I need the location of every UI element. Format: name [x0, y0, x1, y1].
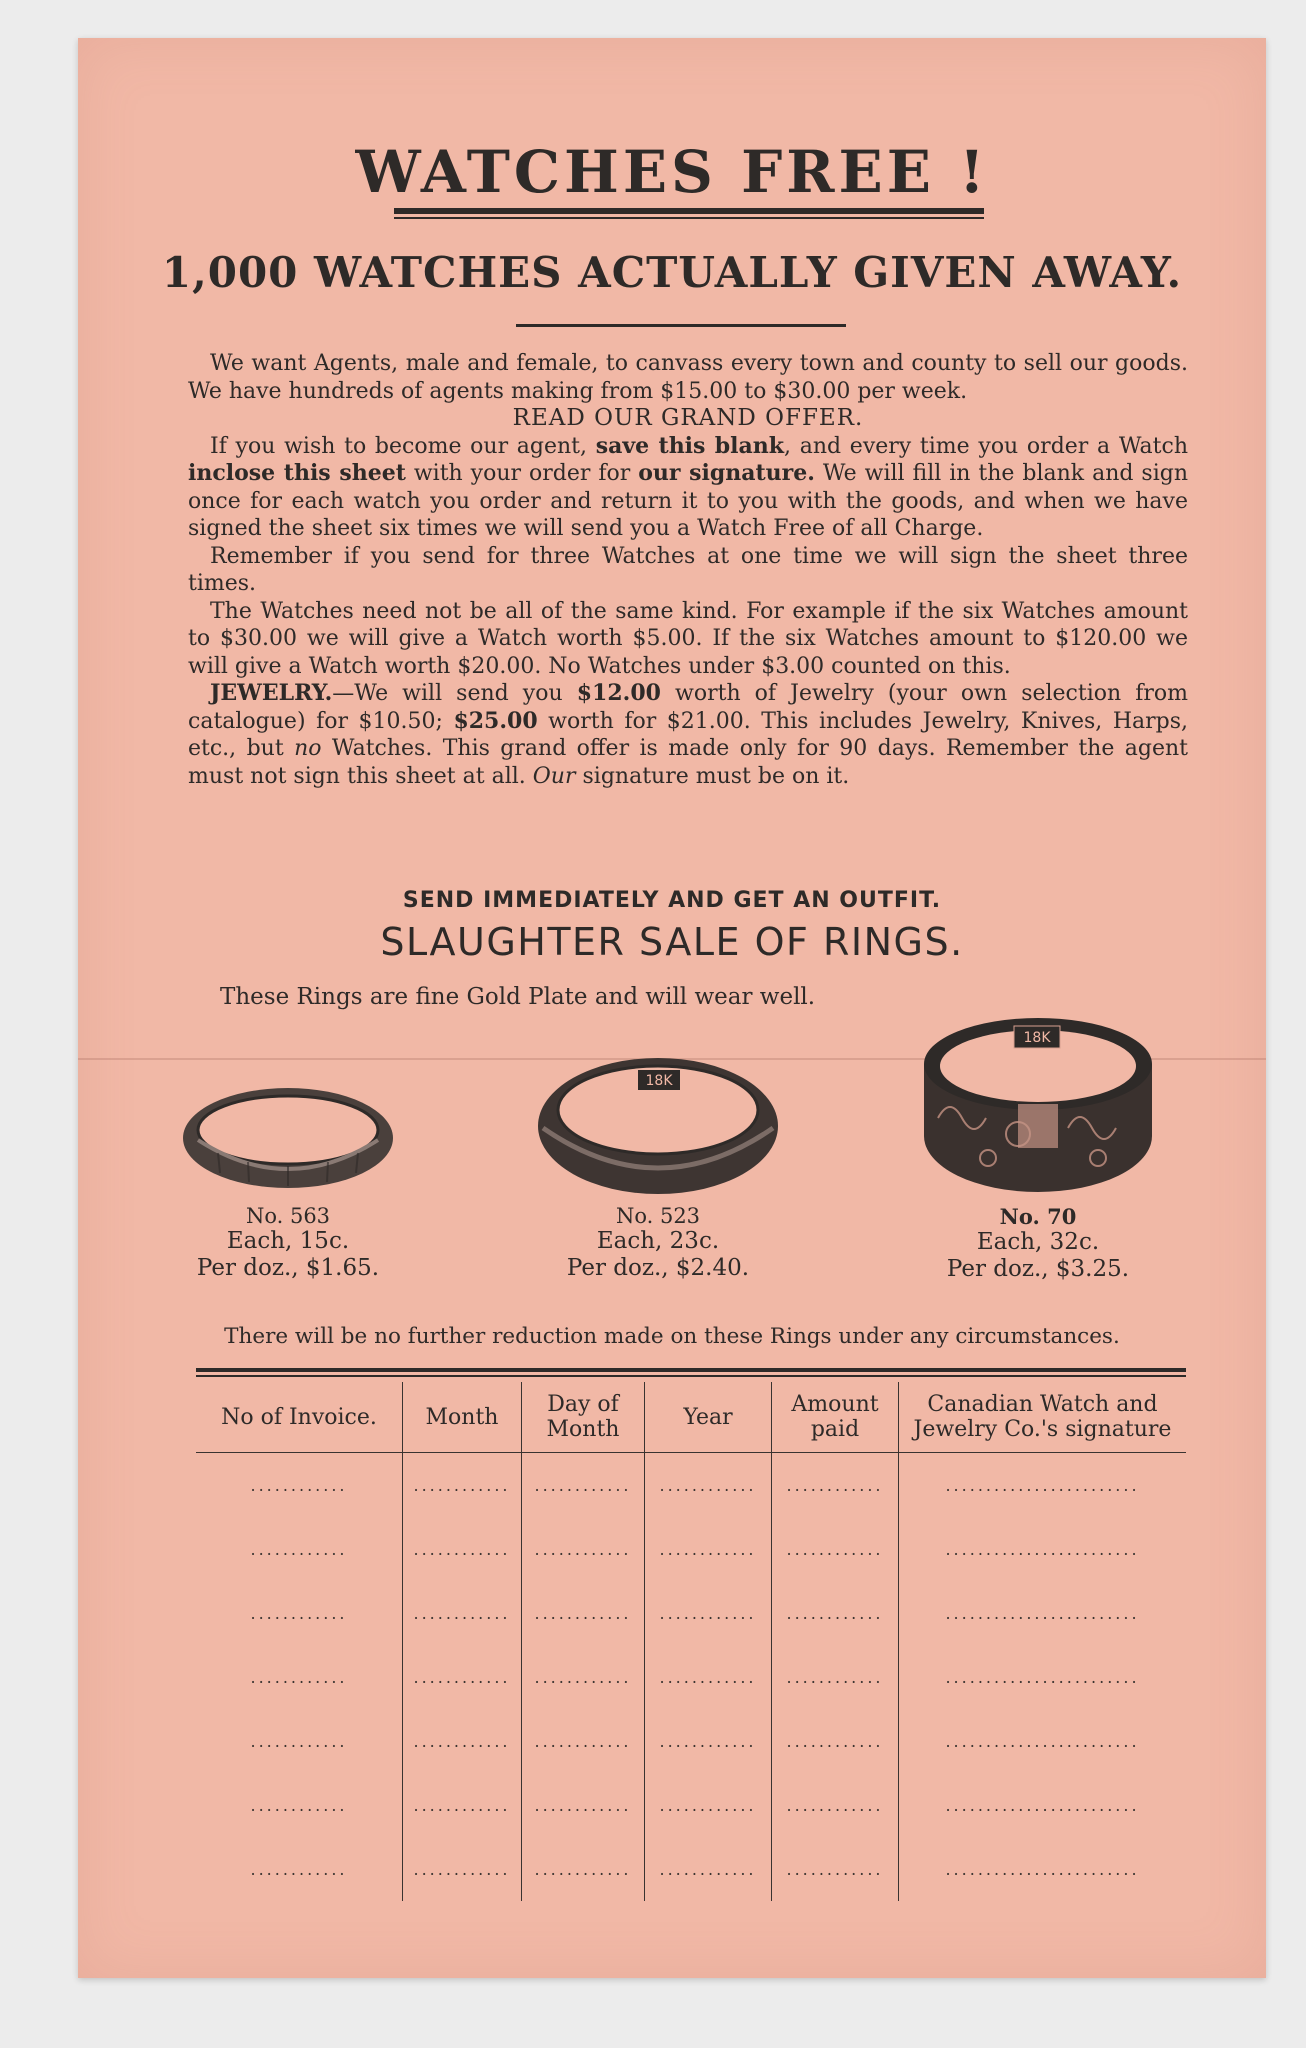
- blank-cell[interactable]: ........................: [945, 1539, 1140, 1559]
- send-line: SEND IMMEDIATELY AND GET AN OUTFIT.: [402, 888, 942, 913]
- blank-cell[interactable]: ............: [772, 1773, 899, 1837]
- blank-cell[interactable]: ............: [522, 1453, 645, 1518]
- blank-cell[interactable]: ............: [772, 1645, 899, 1709]
- blank-cell[interactable]: ............: [772, 1581, 899, 1645]
- blank-cell[interactable]: ............: [645, 1581, 772, 1645]
- blank-cell[interactable]: ............: [772, 1517, 899, 1581]
- ring-523: [508, 1048, 808, 1282]
- table-header-row: [196, 1382, 1186, 1453]
- grand-offer-heading: READ OUR GRAND OFFER.: [512, 405, 864, 431]
- watches-paragraph: The Watches need not be all of the same kind. For example if the six Watches amount to $30.00 we will give a Watch worth $5.00. If the six Watches amount to $120.00 we will give a Watch worth $20.00. No Watches under $3.00 counted on this.: [188, 598, 1188, 679]
- ring-70-stamp: 18K: [1023, 1030, 1051, 1046]
- ring-70-icon: [918, 1008, 1158, 1198]
- blank-cell[interactable]: ........................: [945, 1731, 1140, 1751]
- blank-cell[interactable]: ............: [522, 1645, 645, 1709]
- ring-each-price: Each, 23c.: [596, 1228, 720, 1254]
- blank-cell[interactable]: ............: [196, 1709, 403, 1773]
- jewelry-paragraph: JEWELRY.—We will send you $12.00 worth of Jewelry (your own selection from catalogue) for $10.50; $25.00 worth for $21.00. This includes Jewelry, Knives, Harps, etc., but no Watches. This grand offer is made only for 90 days. Remember the agent must not sign this sheet at all. Our signature must be on it.: [188, 680, 1189, 789]
- agents-paragraph: We want Agents, male and female, to canvass every town and county to sell our goods. We have hundreds of agents making from $15.00 to $30.00 per week.: [188, 351, 1188, 404]
- sale-title: SLAUGHTER SALE OF RINGS.: [380, 920, 964, 964]
- blank-cell[interactable]: ............: [196, 1645, 403, 1709]
- rings-note: These Rings are fine Gold Plate and will wear well.: [220, 984, 816, 1010]
- blank-cell[interactable]: ............: [645, 1709, 772, 1773]
- blank-cell[interactable]: ........................: [945, 1795, 1140, 1815]
- blank-cell[interactable]: ........................: [945, 1603, 1140, 1623]
- page-subtitle: 1,000 WATCHES ACTUALLY GIVEN AWAY.: [161, 248, 1183, 297]
- blank-cell[interactable]: ............: [403, 1773, 522, 1837]
- header-invoice: No of Invoice.: [196, 1382, 403, 1453]
- blank-cell[interactable]: ............: [196, 1773, 403, 1837]
- ring-dozen-price: Per doz., $1.65.: [196, 1255, 380, 1281]
- header-signature: Canadian Watch and Jewelry Co.'s signature: [899, 1382, 1187, 1453]
- blank-cell[interactable]: ........................: [945, 1859, 1140, 1879]
- table-row: [196, 1773, 1186, 1837]
- ring-number: No. 563: [245, 1204, 331, 1228]
- blank-cell[interactable]: ........................: [945, 1667, 1140, 1687]
- header-day: Day of Month: [522, 1382, 645, 1453]
- table-row: [196, 1453, 1186, 1518]
- table-row: [196, 1645, 1186, 1709]
- header-amount: Amount paid: [772, 1382, 899, 1453]
- ring-563-icon: [178, 1078, 398, 1198]
- table-rule: [196, 1368, 1186, 1372]
- blank-cell[interactable]: ............: [196, 1517, 403, 1581]
- offer-text: [188, 350, 1188, 790]
- ring-523-icon: [533, 1048, 783, 1198]
- blank-cell[interactable]: ............: [645, 1517, 772, 1581]
- table-row: [196, 1709, 1186, 1773]
- table-row: [196, 1837, 1186, 1901]
- ring-number: No. 523: [615, 1204, 701, 1228]
- blank-cell[interactable]: ............: [522, 1773, 645, 1837]
- reduction-note: There will be no further reduction made on these Rings under any circumstances.: [224, 1324, 1120, 1349]
- blank-cell[interactable]: ............: [403, 1453, 522, 1518]
- title-rule: [394, 208, 984, 214]
- ring-dozen-price: Per doz., $2.40.: [566, 1255, 750, 1281]
- blank-cell[interactable]: ............: [403, 1645, 522, 1709]
- table-row: [196, 1517, 1186, 1581]
- ring-each-price: Each, 32c.: [976, 1229, 1100, 1255]
- blank-cell[interactable]: ............: [196, 1581, 403, 1645]
- blank-cell[interactable]: ............: [196, 1453, 403, 1518]
- signature-table: [196, 1382, 1186, 1901]
- blank-cell[interactable]: ........................: [945, 1475, 1140, 1495]
- ring-523-stamp: 18K: [645, 1073, 673, 1089]
- blank-cell[interactable]: ............: [522, 1581, 645, 1645]
- ring-70: [898, 1008, 1178, 1283]
- blank-cell[interactable]: ............: [403, 1709, 522, 1773]
- blank-cell[interactable]: ............: [403, 1517, 522, 1581]
- title-rule-thin: [394, 217, 984, 219]
- ring-563: [158, 1078, 418, 1282]
- blank-cell[interactable]: ............: [772, 1837, 899, 1901]
- blank-cell[interactable]: ............: [196, 1837, 403, 1901]
- header-year: Year: [645, 1382, 772, 1453]
- subtitle-rule: [516, 324, 846, 327]
- ring-each-price: Each, 15c.: [226, 1228, 350, 1254]
- table-body: [196, 1453, 1186, 1902]
- blank-cell[interactable]: ............: [772, 1709, 899, 1773]
- ring-dozen-price: Per doz., $3.25.: [946, 1256, 1130, 1282]
- blank-cell[interactable]: ............: [645, 1645, 772, 1709]
- page-title: WATCHES FREE !: [355, 138, 989, 206]
- blank-cell[interactable]: ............: [772, 1453, 899, 1518]
- blank-cell[interactable]: ............: [645, 1453, 772, 1518]
- table-rule-thin: [196, 1375, 1186, 1377]
- blank-cell[interactable]: ............: [403, 1837, 522, 1901]
- offer-paragraph: If you wish to become our agent, save this blank, and every time you order a Watch inclose this sheet with your order for our signature. We will fill in the blank and sign once for each watch you order and return it to you with the goods, and when we have signed the sheet six times we will send you a Watch Free of all Charge.: [188, 432, 1188, 541]
- remember-paragraph: Remember if you send for three Watches at one time we will sign the sheet three times.: [188, 543, 1188, 596]
- blank-cell[interactable]: ............: [522, 1517, 645, 1581]
- blank-cell[interactable]: ............: [522, 1709, 645, 1773]
- table-row: [196, 1581, 1186, 1645]
- ring-number: No. 70: [999, 1204, 1077, 1229]
- blank-cell[interactable]: ............: [645, 1837, 772, 1901]
- header-month: Month: [403, 1382, 522, 1453]
- blank-cell[interactable]: ............: [645, 1773, 772, 1837]
- advertisement-sheet: [78, 38, 1266, 1978]
- blank-cell[interactable]: ............: [522, 1837, 645, 1901]
- blank-cell[interactable]: ............: [403, 1581, 522, 1645]
